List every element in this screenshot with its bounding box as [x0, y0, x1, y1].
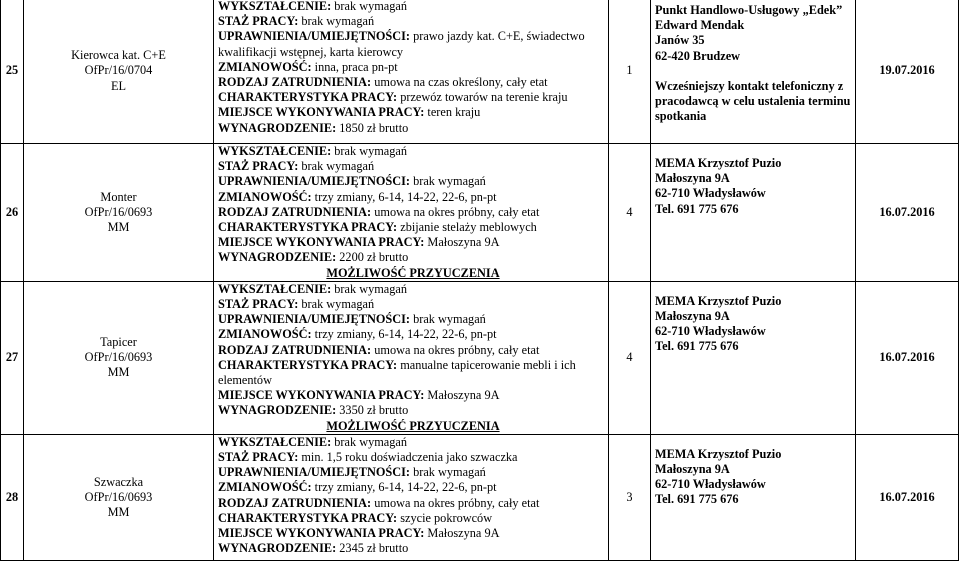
detail-value: teren kraju [424, 105, 481, 120]
detail-value: trzy zmiany, 6-14, 14-22, 22-6, pn-pt [311, 480, 497, 495]
detail-value: brak wymagań [331, 144, 408, 158]
row-number: 25 [1, 0, 24, 144]
detail-line [218, 511, 608, 526]
detail-line [218, 388, 608, 403]
job-cell [24, 0, 214, 144]
detail-value: szycie pokrowców [397, 510, 493, 525]
detail-line [218, 190, 608, 205]
employer-cell [651, 0, 856, 144]
training-note: MOŻLIWOŚĆ PRZYUCZENIA [326, 418, 500, 433]
table-row [1, 434, 959, 560]
employer-cell [651, 281, 856, 434]
detail-label: CHARAKTERYSTYKA PRACY: [218, 220, 398, 235]
detail-line [218, 403, 608, 418]
detail-label: ZMIANOWOŚĆ: [218, 480, 312, 495]
detail-value: umowa na czas określony, cały etat [371, 75, 548, 90]
detail-value: Małoszyna 9A [424, 235, 500, 250]
employer-cell [651, 434, 856, 560]
detail-value: trzy zmiany, 6-14, 14-22, 22-6, pn-pt [311, 189, 497, 204]
detail-value: brak wymagań [298, 297, 375, 312]
detail-label: WYNAGRODZENIE: [218, 120, 337, 135]
detail-value: brak wymagań [410, 312, 486, 327]
detail-line [218, 0, 608, 14]
detail-label: WYKSZTAŁCENIE: [218, 434, 332, 449]
detail-label: RODZAJ ZATRUDNIENIA: [218, 342, 372, 357]
detail-label: WYNAGRODZENIE: [218, 541, 337, 556]
detail-value: brak wymagań [410, 174, 486, 189]
detail-line [218, 480, 608, 495]
employer-line: Wcześniejszy kontakt telefoniczny z pracodawcą w celu ustalenia terminu spotkania [655, 78, 851, 124]
detail-value: brak wymagań [331, 0, 408, 13]
detail-label: STAŻ PRACY: [218, 450, 299, 465]
detail-line [218, 235, 608, 250]
detail-value: brak wymagań [331, 434, 408, 449]
detail-value: min. 1,5 roku doświadczenia jako szwaczka [298, 450, 518, 465]
employer-line: Małoszyna 9A [655, 462, 730, 477]
vacancy-count: 3 [609, 434, 651, 560]
detail-value: manualne tapicerowanie mebli i ich elementów [218, 357, 576, 388]
detail-label: CHARAKTERYSTYKA PRACY: [218, 90, 398, 105]
detail-label: CHARAKTERYSTYKA PRACY: [218, 510, 398, 525]
offer-date: 16.07.2016 [856, 281, 959, 434]
detail-label: WYNAGRODZENIE: [218, 250, 337, 265]
detail-line [218, 435, 608, 450]
detail-value: brak wymagań [410, 465, 486, 480]
detail-line [218, 105, 608, 120]
detail-line [218, 144, 608, 159]
detail-value: przewóz towarów na terenie kraju [397, 90, 568, 105]
detail-line [218, 205, 608, 220]
detail-label: UPRAWNIENIA/UMIEJĘTNOŚCI: [218, 29, 410, 44]
offer-code: OfPr/16/0693 [84, 489, 153, 504]
detail-line [218, 282, 608, 297]
training-note: MOŻLIWOŚĆ PRZYUCZENIA [326, 265, 500, 280]
officer-initials: MM [107, 220, 130, 235]
officer-initials: EL [110, 78, 127, 93]
employer-line: Janów 35 [655, 33, 705, 48]
detail-line [218, 343, 608, 358]
detail-label: MIEJSCE WYKONYWANIA PRACY: [218, 235, 425, 250]
detail-label: ZMIANOWOŚĆ: [218, 189, 312, 204]
detail-line [218, 496, 608, 511]
employer-block [655, 144, 855, 217]
employer-line: Tel. 691 775 676 [655, 201, 739, 216]
detail-line [218, 60, 608, 75]
employer-line: 62-710 Władysławów [655, 186, 766, 201]
detail-value: zbijanie stelaży meblowych [397, 220, 537, 235]
detail-value: brak wymagań [298, 159, 375, 174]
detail-label: STAŻ PRACY: [218, 14, 299, 29]
officer-initials: MM [107, 365, 130, 380]
job-title: Szwaczka [93, 474, 144, 489]
detail-line [218, 465, 608, 480]
employer-line: Małoszyna 9A [655, 309, 730, 324]
details-cell [214, 144, 609, 282]
detail-label: MIEJSCE WYKONYWANIA PRACY: [218, 388, 425, 403]
table-body [1, 0, 959, 560]
detail-value: 2345 zł brutto [336, 541, 409, 556]
detail-line [218, 220, 608, 235]
detail-value: inna, praca pn-pt [311, 59, 398, 74]
detail-value: 3350 zł brutto [336, 403, 409, 418]
employer-block [655, 0, 855, 124]
detail-value: 2200 zł brutto [336, 250, 409, 265]
detail-label: WYKSZTAŁCENIE: [218, 144, 332, 158]
offer-date: 16.07.2016 [856, 144, 959, 282]
detail-label: RODZAJ ZATRUDNIENIA: [218, 495, 372, 510]
detail-value: 1850 zł brutto [336, 120, 409, 135]
officer-initials: MM [107, 504, 130, 519]
detail-label: UPRAWNIENIA/UMIEJĘTNOŚCI: [218, 174, 410, 189]
employer-line: Tel. 691 775 676 [655, 339, 739, 354]
offer-code: OfPr/16/0693 [84, 350, 153, 365]
employer-line: MEMA Krzysztof Puzio [655, 156, 782, 170]
detail-value: Małoszyna 9A [424, 526, 500, 541]
job-cell [24, 144, 214, 282]
details-cell [214, 0, 609, 144]
offer-code: OfPr/16/0704 [84, 63, 153, 78]
detail-value: prawo jazdy kat. C+E, świadectwo kwalifikacji wstępnej, karta kierowcy [218, 29, 585, 59]
detail-value: umowa na okres próbny, cały etat [371, 342, 540, 357]
detail-value: trzy zmiany, 6-14, 14-22, 22-6, pn-pt [311, 327, 497, 342]
employer-cell [651, 144, 856, 282]
detail-label: WYKSZTAŁCENIE: [218, 281, 332, 296]
job-cell [24, 281, 214, 434]
row-number: 26 [1, 144, 24, 282]
employer-line: Tel. 691 775 676 [655, 492, 739, 507]
job-title: Tapicer [100, 335, 137, 350]
detail-line [218, 526, 608, 541]
details-cell [214, 281, 609, 434]
detail-line [218, 541, 608, 556]
row-number: 27 [1, 281, 24, 434]
employer-line: 62-710 Władysławów [655, 477, 766, 492]
detail-value: Małoszyna 9A [424, 388, 500, 403]
detail-line [218, 450, 608, 465]
offer-date: 19.07.2016 [856, 0, 959, 144]
detail-line [218, 14, 608, 29]
detail-label: RODZAJ ZATRUDNIENIA: [218, 204, 372, 219]
details-cell [214, 434, 609, 560]
job-title: Kierowca kat. C+E [71, 48, 166, 63]
detail-line [218, 327, 608, 342]
detail-label: RODZAJ ZATRUDNIENIA: [218, 75, 372, 90]
detail-line [218, 75, 608, 90]
detail-label: UPRAWNIENIA/UMIEJĘTNOŚCI: [218, 465, 410, 480]
detail-value: brak wymagań [331, 281, 408, 296]
detail-line [218, 250, 608, 265]
detail-label: CHARAKTERYSTYKA PRACY: [218, 357, 398, 372]
detail-value: umowa na okres próbny, cały etat [371, 204, 540, 219]
employer-line: Edward Mendak [655, 18, 745, 33]
detail-line [218, 174, 608, 189]
employer-block [655, 282, 855, 355]
detail-label: WYNAGRODZENIE: [218, 403, 337, 418]
employer-spacer [655, 64, 855, 79]
detail-label: MIEJSCE WYKONYWANIA PRACY: [218, 526, 425, 541]
offer-date: 16.07.2016 [856, 434, 959, 560]
detail-line [218, 90, 608, 105]
offer-code: OfPr/16/0693 [84, 204, 153, 219]
job-cell [24, 434, 214, 560]
vacancy-count: 4 [609, 144, 651, 282]
detail-value: umowa na okres próbny, cały etat [371, 495, 540, 510]
detail-label: MIEJSCE WYKONYWANIA PRACY: [218, 105, 425, 120]
job-title: Monter [100, 189, 137, 204]
table-row [1, 144, 959, 282]
vacancy-count: 4 [609, 281, 651, 434]
detail-label: WYKSZTAŁCENIE: [218, 0, 332, 13]
employer-line: Punkt Handlowo-Usługowy „Edek” [655, 3, 843, 17]
detail-line [218, 297, 608, 312]
employer-line: MEMA Krzysztof Puzio [655, 446, 782, 461]
detail-line [218, 29, 608, 59]
employer-line: 62-710 Władysławów [655, 324, 766, 339]
detail-label: STAŻ PRACY: [218, 159, 299, 174]
detail-label: STAŻ PRACY: [218, 297, 299, 312]
table-row [1, 0, 959, 144]
row-number: 28 [1, 434, 24, 560]
detail-label: UPRAWNIENIA/UMIEJĘTNOŚCI: [218, 312, 410, 327]
table-row [1, 281, 959, 434]
vacancy-count: 1 [609, 0, 651, 144]
employer-block [655, 435, 855, 508]
detail-value: brak wymagań [298, 14, 375, 29]
employer-line: MEMA Krzysztof Puzio [655, 293, 782, 308]
employer-line: Małoszyna 9A [655, 171, 730, 186]
employer-line: 62-420 Brudzew [655, 48, 741, 63]
detail-line [218, 312, 608, 327]
detail-line [218, 159, 608, 174]
detail-line [218, 121, 608, 136]
detail-label: ZMIANOWOŚĆ: [218, 59, 312, 74]
detail-label: ZMIANOWOŚĆ: [218, 327, 312, 342]
detail-line [218, 358, 608, 388]
